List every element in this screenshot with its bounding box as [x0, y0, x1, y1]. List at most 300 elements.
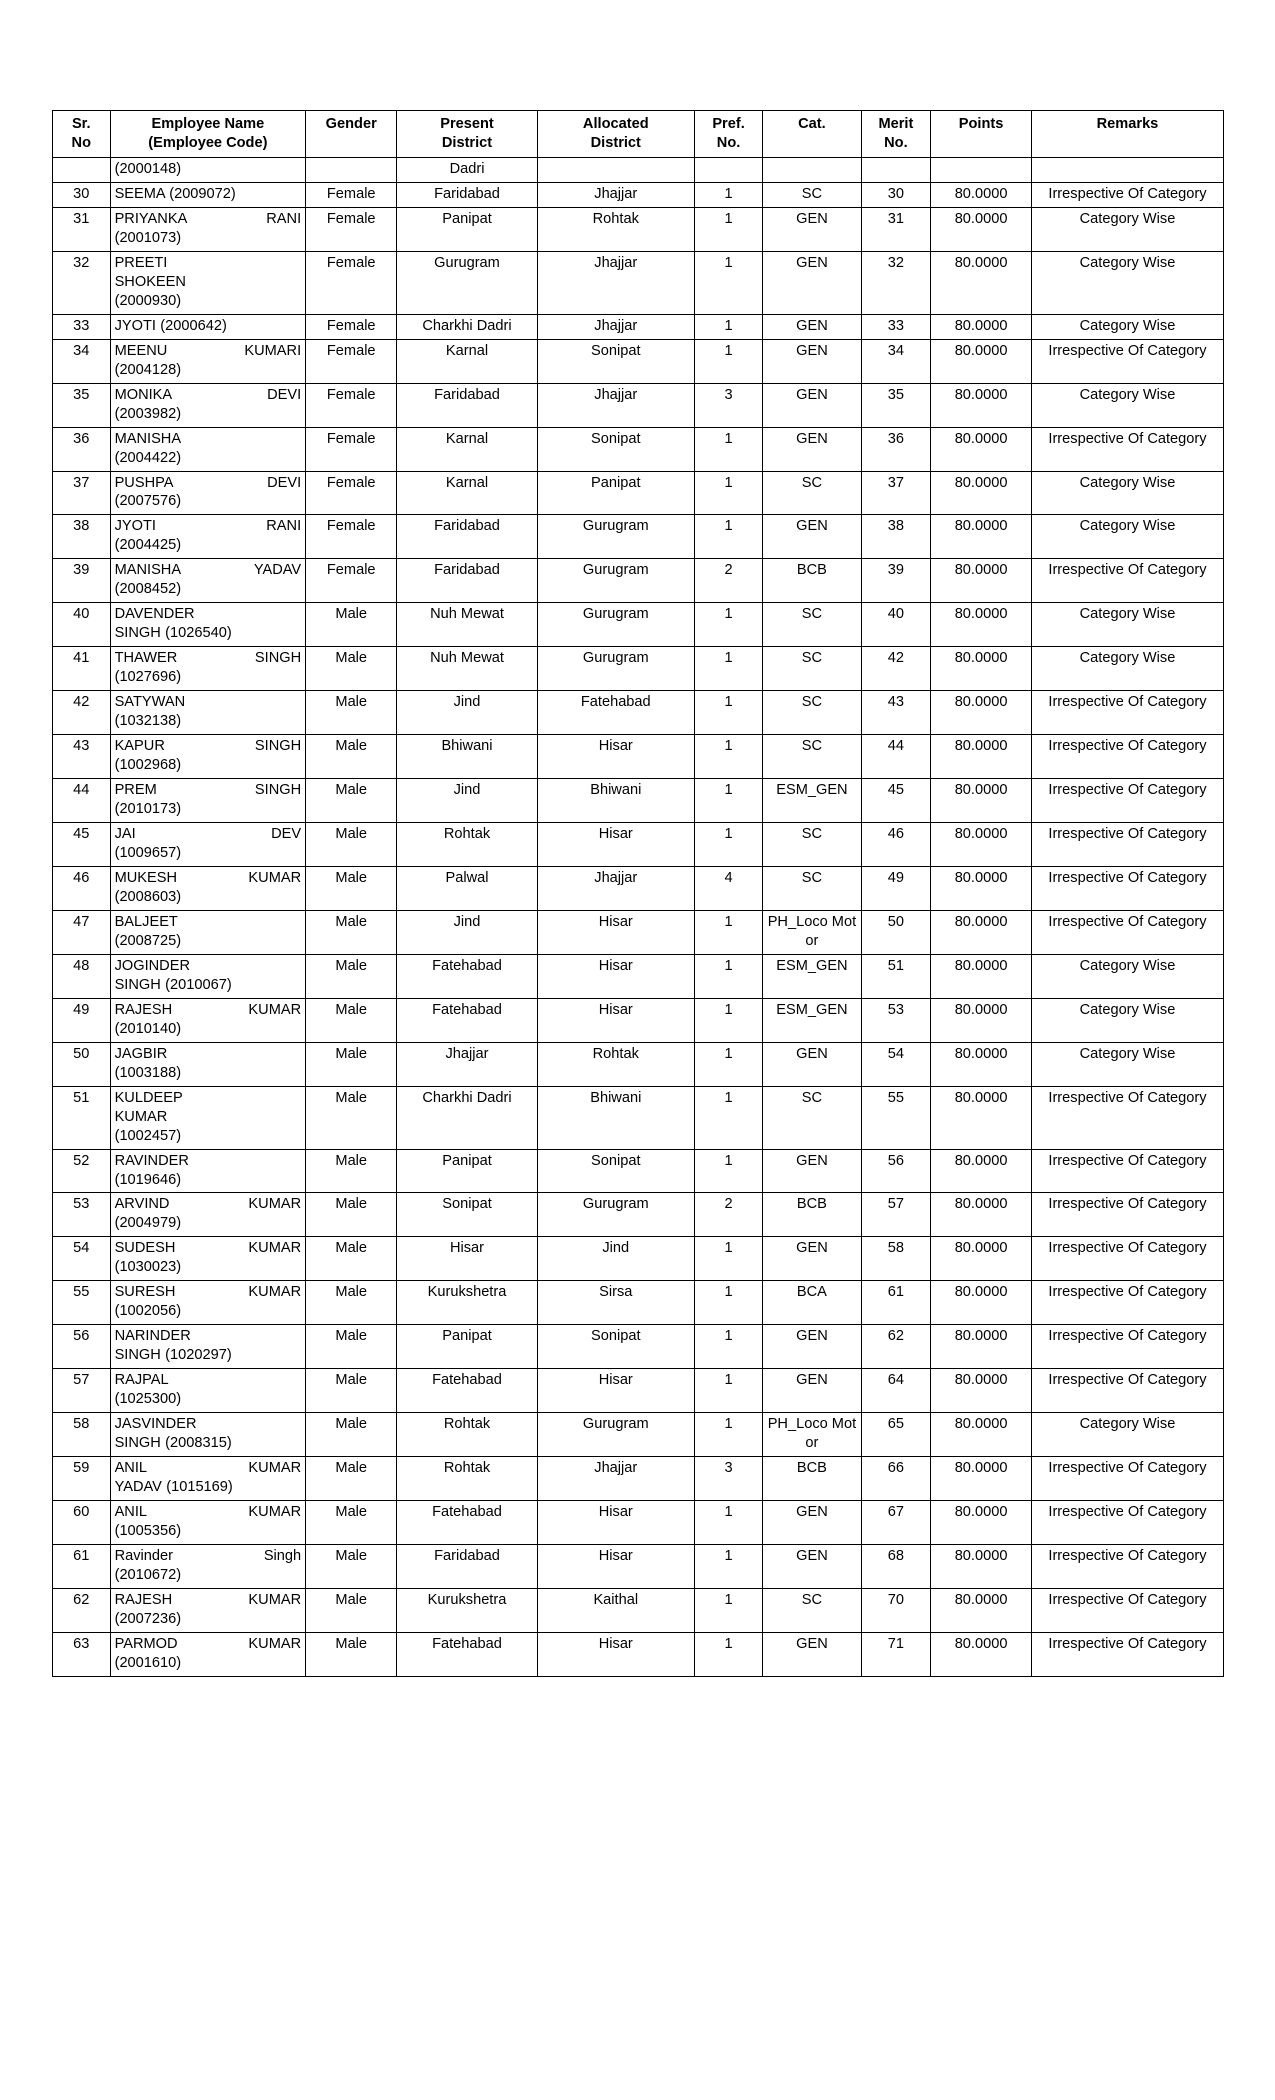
cell-present-district: Sonipat [397, 1193, 537, 1237]
cell-points: 80.0000 [931, 339, 1032, 383]
cell-category: ESM_GEN [763, 779, 861, 823]
cell-present-district: Fatehabad [397, 1632, 537, 1676]
cell-employee-name [110, 251, 306, 314]
cell-points: 80.0000 [931, 735, 1032, 779]
cell-pref-no: 3 [694, 1457, 762, 1501]
cell-merit-no: 42 [861, 647, 931, 691]
table-row [53, 735, 1224, 779]
cell-points: 80.0000 [931, 1193, 1032, 1237]
cell-remarks: Irrespective Of Category [1031, 691, 1223, 735]
cell-sr-no: 33 [53, 314, 111, 339]
employee-name-line: PRIYANKA RANI [114, 210, 302, 227]
table-row [53, 647, 1224, 691]
table-row [53, 339, 1224, 383]
cell-gender: Male [306, 1325, 397, 1369]
cell-pref-no: 1 [694, 314, 762, 339]
cell-pref-no: 1 [694, 515, 762, 559]
employee-allocation-table [52, 110, 1224, 1677]
table-row [53, 471, 1224, 515]
employee-name-line: KUMAR [114, 1108, 168, 1125]
cell-allocated-district: Hisar [537, 910, 694, 954]
cell-present-district: Fatehabad [397, 1501, 537, 1545]
employee-name-line: RAJESH KUMAR [114, 1591, 302, 1608]
cell-present-district: Faridabad [397, 515, 537, 559]
cell-merit-no: 71 [861, 1632, 931, 1676]
employee-name-line: PREETI [114, 254, 168, 271]
cell-merit-no: 50 [861, 910, 931, 954]
cell-sr-no: 59 [53, 1457, 111, 1501]
employee-name-line: JAI DEV [114, 826, 302, 842]
cell-gender: Male [306, 1149, 397, 1193]
cell-sr-no: 44 [53, 779, 111, 823]
cell-allocated-district: Sirsa [537, 1281, 694, 1325]
cell-category: SC [763, 182, 861, 207]
cell-gender: Male [306, 1632, 397, 1676]
cell-merit-no: 37 [861, 471, 931, 515]
cell-category: SC [763, 691, 861, 735]
cell-remarks: Category Wise [1031, 251, 1223, 314]
cell-sr-no: 40 [53, 603, 111, 647]
cell-sr-no: 39 [53, 559, 111, 603]
cell-present-district: Palwal [397, 866, 537, 910]
cell-pref-no: 4 [694, 866, 762, 910]
employee-name-line: SINGH (2008315) [114, 1435, 232, 1452]
cell-allocated-district: Hisar [537, 998, 694, 1042]
cell-category [763, 157, 861, 182]
employee-name-line: SINGH (1026540) [114, 625, 232, 642]
cell-allocated-district: Sonipat [537, 339, 694, 383]
cell-category: BCA [763, 1281, 861, 1325]
cell-allocated-district: Hisar [537, 1369, 694, 1413]
employee-name-line: BALJEET [114, 913, 178, 930]
employee-name-line: (1030023) [114, 1259, 182, 1276]
cell-points: 80.0000 [931, 1369, 1032, 1413]
cell-points: 80.0000 [931, 559, 1032, 603]
cell-allocated-district: Gurugram [537, 1193, 694, 1237]
cell-merit-no: 57 [861, 1193, 931, 1237]
cell-sr-no [53, 157, 111, 182]
cell-points: 80.0000 [931, 515, 1032, 559]
employee-name-line: (2004979) [114, 1215, 182, 1232]
cell-category: GEN [763, 1042, 861, 1086]
cell-present-district: Nuh Mewat [397, 603, 537, 647]
employee-name-line: (2001073) [114, 229, 182, 246]
cell-pref-no: 1 [694, 1544, 762, 1588]
cell-allocated-district: Hisar [537, 823, 694, 867]
cell-pref-no: 1 [694, 603, 762, 647]
cell-present-district: Bhiwani [397, 735, 537, 779]
cell-allocated-district: Jhajjar [537, 314, 694, 339]
cell-pref-no: 1 [694, 1086, 762, 1149]
table-row [53, 383, 1224, 427]
cell-pref-no: 1 [694, 471, 762, 515]
cell-employee-name [110, 314, 306, 339]
cell-sr-no: 52 [53, 1149, 111, 1193]
cell-allocated-district: Hisar [537, 954, 694, 998]
employee-name-line: NARINDER [114, 1328, 191, 1345]
cell-employee-name [110, 1042, 306, 1086]
employee-name-line: (1002968) [114, 757, 182, 774]
table-row [53, 515, 1224, 559]
cell-remarks: Irrespective Of Category [1031, 559, 1223, 603]
cell-pref-no: 1 [694, 427, 762, 471]
cell-merit-no: 34 [861, 339, 931, 383]
cell-allocated-district: Jhajjar [537, 182, 694, 207]
cell-category: SC [763, 866, 861, 910]
cell-remarks: Irrespective Of Category [1031, 779, 1223, 823]
cell-remarks: Category Wise [1031, 603, 1223, 647]
cell-remarks: Irrespective Of Category [1031, 1588, 1223, 1632]
cell-points: 80.0000 [931, 1042, 1032, 1086]
cell-employee-name [110, 691, 306, 735]
cell-remarks: Irrespective Of Category [1031, 182, 1223, 207]
cell-points: 80.0000 [931, 383, 1032, 427]
employee-name-line: JOGINDER [114, 957, 190, 974]
employee-name-line: (2007576) [114, 493, 182, 510]
employee-name-line: MONIKA DEVI [114, 386, 302, 403]
cell-allocated-district: Hisar [537, 1544, 694, 1588]
cell-points: 80.0000 [931, 1325, 1032, 1369]
cell-gender: Male [306, 1193, 397, 1237]
column-header-line: No. [716, 134, 741, 151]
column-header-present [397, 111, 537, 158]
cell-points: 80.0000 [931, 471, 1032, 515]
cell-pref-no: 1 [694, 1501, 762, 1545]
employee-name-line: MANISHA YADAV [114, 562, 302, 579]
table-row [53, 823, 1224, 867]
cell-category: GEN [763, 383, 861, 427]
cell-category: GEN [763, 339, 861, 383]
employee-name-line: (2010672) [114, 1566, 182, 1583]
cell-remarks: Category Wise [1031, 647, 1223, 691]
cell-category: SC [763, 823, 861, 867]
table-row [53, 998, 1224, 1042]
cell-merit-no: 46 [861, 823, 931, 867]
cell-points: 80.0000 [931, 1149, 1032, 1193]
cell-gender [306, 157, 397, 182]
cell-gender: Male [306, 954, 397, 998]
cell-remarks: Irrespective Of Category [1031, 1237, 1223, 1281]
cell-employee-name [110, 1369, 306, 1413]
cell-remarks: Category Wise [1031, 207, 1223, 251]
cell-category: SC [763, 1086, 861, 1149]
cell-points: 80.0000 [931, 866, 1032, 910]
cell-allocated-district: Jhajjar [537, 866, 694, 910]
cell-sr-no: 54 [53, 1237, 111, 1281]
cell-category: PH_Loco Motor [763, 910, 861, 954]
cell-merit-no: 49 [861, 866, 931, 910]
cell-merit-no: 68 [861, 1544, 931, 1588]
cell-sr-no: 48 [53, 954, 111, 998]
cell-remarks: Category Wise [1031, 998, 1223, 1042]
cell-pref-no: 2 [694, 1193, 762, 1237]
cell-allocated-district: Jhajjar [537, 1457, 694, 1501]
table-row [53, 1042, 1224, 1086]
cell-points: 80.0000 [931, 207, 1032, 251]
employee-name-line: DAVENDER [114, 606, 195, 623]
column-header-line: Remarks [1096, 116, 1159, 132]
cell-employee-name [110, 515, 306, 559]
employee-name-line: SUDESH KUMAR [114, 1240, 302, 1257]
column-header-line: District [441, 134, 493, 151]
cell-category: SC [763, 1588, 861, 1632]
column-header-line: Allocated [582, 116, 649, 132]
cell-pref-no: 1 [694, 779, 762, 823]
cell-allocated-district: Bhiwani [537, 1086, 694, 1149]
table-row [53, 954, 1224, 998]
employee-name-line: JAGBIR [114, 1045, 168, 1062]
employee-name-line: JYOTI (2000642) [114, 317, 227, 334]
cell-remarks: Category Wise [1031, 515, 1223, 559]
cell-employee-name [110, 157, 306, 182]
cell-gender: Male [306, 1281, 397, 1325]
column-header-line: Sr. [71, 116, 91, 132]
table-row [53, 1413, 1224, 1457]
cell-present-district: Karnal [397, 339, 537, 383]
cell-points: 80.0000 [931, 1281, 1032, 1325]
cell-remarks: Irrespective Of Category [1031, 1369, 1223, 1413]
employee-name-line: (1032138) [114, 713, 182, 730]
cell-present-district: Kurukshetra [397, 1281, 537, 1325]
column-header-line: (Employee Code) [148, 134, 268, 151]
column-header-line: Gender [325, 116, 377, 132]
cell-category: GEN [763, 1632, 861, 1676]
employee-name-line: (2004425) [114, 537, 182, 554]
table-body [53, 157, 1224, 1676]
employee-name-line: (2008725) [114, 932, 182, 949]
cell-category: BCB [763, 559, 861, 603]
cell-employee-name [110, 1193, 306, 1237]
cell-sr-no: 50 [53, 1042, 111, 1086]
employee-name-line: (2007236) [114, 1610, 182, 1627]
cell-points: 80.0000 [931, 647, 1032, 691]
employee-name-line: RAJPAL [114, 1372, 169, 1389]
cell-remarks: Irrespective Of Category [1031, 427, 1223, 471]
employee-name-line: ANIL KUMAR [114, 1504, 302, 1521]
table-row [53, 207, 1224, 251]
employee-name-line: (2000148) [114, 160, 182, 177]
cell-employee-name [110, 735, 306, 779]
cell-remarks: Category Wise [1031, 471, 1223, 515]
cell-present-district: Fatehabad [397, 998, 537, 1042]
cell-allocated-district: Hisar [537, 1632, 694, 1676]
cell-present-district: Gurugram [397, 251, 537, 314]
employee-name-line: PUSHPA DEVI [114, 474, 302, 491]
cell-employee-name [110, 383, 306, 427]
employee-name-line: (2004128) [114, 361, 182, 378]
cell-remarks: Irrespective Of Category [1031, 1086, 1223, 1149]
cell-employee-name [110, 427, 306, 471]
employee-name-line: (2003982) [114, 405, 182, 422]
cell-present-district: Kurukshetra [397, 1588, 537, 1632]
cell-remarks: Irrespective Of Category [1031, 1501, 1223, 1545]
cell-points: 80.0000 [931, 1457, 1032, 1501]
column-header-line: Present [440, 116, 494, 132]
cell-allocated-district: Hisar [537, 735, 694, 779]
employee-name-line: SINGH (1020297) [114, 1347, 232, 1364]
cell-sr-no: 62 [53, 1588, 111, 1632]
cell-category: SC [763, 471, 861, 515]
employee-name-line: (2004422) [114, 449, 182, 466]
cell-allocated-district: Jhajjar [537, 251, 694, 314]
employee-name-line: PARMOD KUMAR [114, 1635, 302, 1652]
cell-pref-no [694, 157, 762, 182]
cell-gender: Female [306, 471, 397, 515]
cell-sr-no: 41 [53, 647, 111, 691]
cell-sr-no: 34 [53, 339, 111, 383]
cell-merit-no: 45 [861, 779, 931, 823]
cell-pref-no: 1 [694, 1042, 762, 1086]
employee-name-line: Ravinder Singh [114, 1547, 302, 1564]
cell-gender: Male [306, 603, 397, 647]
cell-merit-no: 67 [861, 1501, 931, 1545]
cell-remarks [1031, 157, 1223, 182]
employee-name-line: YADAV (1015169) [114, 1479, 233, 1496]
employee-name-line: (2010173) [114, 801, 182, 818]
cell-category: ESM_GEN [763, 954, 861, 998]
cell-sr-no: 63 [53, 1632, 111, 1676]
table-row [53, 251, 1224, 314]
cell-employee-name [110, 954, 306, 998]
table-row [53, 1325, 1224, 1369]
cell-sr-no: 30 [53, 182, 111, 207]
cell-merit-no: 70 [861, 1588, 931, 1632]
cell-allocated-district: Jhajjar [537, 383, 694, 427]
cell-sr-no: 37 [53, 471, 111, 515]
employee-name-line: (1025300) [114, 1391, 182, 1408]
cell-category: GEN [763, 207, 861, 251]
table-row [53, 1149, 1224, 1193]
cell-pref-no: 1 [694, 339, 762, 383]
cell-employee-name [110, 1281, 306, 1325]
employee-name-line: RAJESH KUMAR [114, 1001, 302, 1018]
cell-points: 80.0000 [931, 1632, 1032, 1676]
cell-present-district: Karnal [397, 471, 537, 515]
column-header-line: District [590, 134, 641, 151]
cell-merit-no: 53 [861, 998, 931, 1042]
cell-present-district: Faridabad [397, 559, 537, 603]
cell-points: 80.0000 [931, 427, 1032, 471]
employee-name-line: (1002056) [114, 1303, 182, 1320]
cell-employee-name [110, 910, 306, 954]
cell-remarks: Category Wise [1031, 954, 1223, 998]
cell-gender: Male [306, 1413, 397, 1457]
cell-allocated-district: Gurugram [537, 603, 694, 647]
employee-name-line: (2008452) [114, 581, 182, 598]
employee-name-line: (1005356) [114, 1523, 182, 1539]
cell-gender: Male [306, 1042, 397, 1086]
cell-present-district: Fatehabad [397, 1369, 537, 1413]
cell-category: GEN [763, 1149, 861, 1193]
cell-allocated-district: Sonipat [537, 1325, 694, 1369]
cell-pref-no: 1 [694, 823, 762, 867]
table-row [53, 182, 1224, 207]
cell-employee-name [110, 1149, 306, 1193]
cell-present-district: Charkhi Dadri [397, 314, 537, 339]
cell-sr-no: 55 [53, 1281, 111, 1325]
cell-merit-no: 54 [861, 1042, 931, 1086]
cell-employee-name [110, 823, 306, 867]
cell-sr-no: 31 [53, 207, 111, 251]
cell-pref-no: 1 [694, 1413, 762, 1457]
cell-merit-no: 56 [861, 1149, 931, 1193]
cell-allocated-district: Panipat [537, 471, 694, 515]
cell-pref-no: 1 [694, 251, 762, 314]
column-header-line: No. [884, 134, 908, 151]
cell-present-district: Rohtak [397, 1457, 537, 1501]
employee-name-line: ARVIND KUMAR [114, 1196, 302, 1213]
cell-present-district: Jind [397, 691, 537, 735]
cell-allocated-district: Fatehabad [537, 691, 694, 735]
employee-name-line: (1009657) [114, 844, 182, 861]
cell-present-district: Faridabad [397, 182, 537, 207]
cell-category: GEN [763, 1544, 861, 1588]
cell-present-district: Faridabad [397, 383, 537, 427]
cell-employee-name [110, 1325, 306, 1369]
cell-gender: Male [306, 1457, 397, 1501]
cell-pref-no: 1 [694, 998, 762, 1042]
cell-gender: Female [306, 515, 397, 559]
employee-name-line: SATYWAN [114, 694, 186, 711]
table-row [53, 427, 1224, 471]
employee-name-line: KAPUR SINGH [114, 738, 302, 755]
cell-gender: Female [306, 383, 397, 427]
cell-present-district: Nuh Mewat [397, 647, 537, 691]
cell-remarks: Irrespective Of Category [1031, 1149, 1223, 1193]
cell-present-district: Rohtak [397, 823, 537, 867]
cell-present-district: Charkhi Dadri [397, 1086, 537, 1149]
cell-points: 80.0000 [931, 823, 1032, 867]
cell-allocated-district: Rohtak [537, 207, 694, 251]
cell-remarks: Category Wise [1031, 1042, 1223, 1086]
employee-name-line: (1003188) [114, 1064, 182, 1081]
cell-category: SC [763, 735, 861, 779]
cell-merit-no: 43 [861, 691, 931, 735]
cell-gender: Female [306, 339, 397, 383]
table-row [53, 157, 1224, 182]
cell-points: 80.0000 [931, 954, 1032, 998]
cell-present-district: Jind [397, 910, 537, 954]
cell-gender: Female [306, 207, 397, 251]
column-header-line: Employee Name [151, 116, 265, 132]
cell-points: 80.0000 [931, 691, 1032, 735]
table-row [53, 779, 1224, 823]
cell-sr-no: 51 [53, 1086, 111, 1149]
cell-points: 80.0000 [931, 1086, 1032, 1149]
cell-gender: Male [306, 1237, 397, 1281]
table-row [53, 866, 1224, 910]
cell-points: 80.0000 [931, 251, 1032, 314]
cell-gender: Female [306, 559, 397, 603]
employee-name-line: KULDEEP [114, 1089, 183, 1106]
column-header-sr [53, 111, 111, 158]
cell-points: 80.0000 [931, 1588, 1032, 1632]
cell-allocated-district: Kaithal [537, 1588, 694, 1632]
cell-category: GEN [763, 1501, 861, 1545]
cell-remarks: Category Wise [1031, 1413, 1223, 1457]
employee-name-line: (1027696) [114, 669, 182, 686]
cell-points: 80.0000 [931, 314, 1032, 339]
cell-allocated-district: Sonipat [537, 1149, 694, 1193]
table-header-row [53, 111, 1224, 158]
column-header-line: No [71, 134, 92, 151]
employee-name-line: (2010140) [114, 1020, 182, 1037]
employee-name-line: THAWER SINGH [114, 650, 302, 667]
cell-pref-no: 1 [694, 954, 762, 998]
cell-present-district: Hisar [397, 1237, 537, 1281]
cell-employee-name [110, 998, 306, 1042]
column-header-cat [763, 111, 861, 158]
